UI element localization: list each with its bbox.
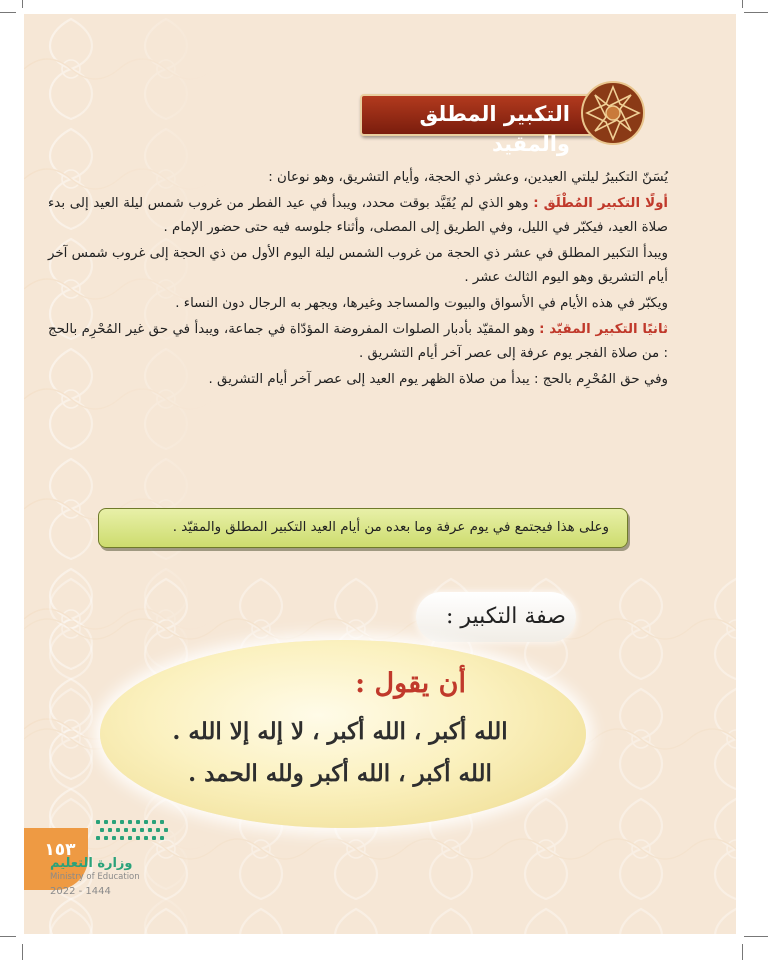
pilgrim-paragraph [48, 368, 668, 392]
dhikr-intro: أن يقول : [355, 668, 466, 699]
ministry-name-english: Ministry of Education [50, 872, 140, 882]
takbir-heading: صفة التكبير : [445, 604, 566, 629]
crop-mark [742, 944, 743, 960]
ministry-logo-icon [94, 816, 182, 846]
places-text: ويكبّر في هذه الأيام في الأسواق والبيوت والمساجد وغيرها، ويجهر به الرجال دون النساء . [175, 296, 668, 311]
dhikr-line-1: الله أكبر ، الله أكبر ، لا إله إلا الله . [172, 718, 508, 745]
absolute-takbir-text: وهو الذي لم يُقَيَّد بوقت محدد، ويبدأ في عيد الفطر من غروب شمس ليلة العيد إلى بدء صلاة العيد، فيكبّر في الليل، وفي الطريق إلى المصلى، وأثناء جلوسه فيه حتى حضور الإمام . [48, 196, 668, 235]
crop-mark [0, 12, 16, 13]
crop-mark [744, 12, 768, 13]
crop-mark [22, 944, 23, 960]
term-absolute-takbir: أولًا التكبير المُطْلَق : [533, 196, 668, 211]
pilgrim-text: وفي حق المُحْرِم بالحج : يبدأ من صلاة الظهر يوم العيد إلى عصر آخر أيام التشريق . [208, 372, 668, 387]
rosette-ornament-icon [580, 80, 646, 146]
term-restricted-takbir: ثانيًا التكبير المقيّد : [539, 322, 668, 337]
dhikr-line-2: الله أكبر ، الله أكبر ولله الحمد . [188, 760, 492, 787]
page-number: ١٥٣ [44, 840, 76, 860]
section-title-banner [348, 80, 648, 156]
absolute-takbir-paragraph [48, 192, 668, 240]
restricted-takbir-text: وهو المقيّد بأدبار الصلوات المفروضة المؤدّاة في جماعة، ويبدأ في حق غير المُحْرِم بالحج : من صلاة الفجر يوم عرفة إلى عصر آخر أيام التشريق . [48, 322, 668, 361]
places-paragraph [48, 292, 668, 316]
section-title: التكبير المطلق والمقيد [419, 102, 570, 156]
note-box [98, 508, 628, 548]
crop-mark [744, 936, 768, 937]
ministry-name-arabic: وزارة التعليم [50, 856, 133, 871]
crop-mark [742, 0, 743, 8]
restricted-takbir-paragraph [48, 318, 668, 366]
intro-text: يُسَنّ التكبيرُ ليلتي العيدين، وعشر ذي الحجة، وأيام التشريق، وهو نوعان : [268, 170, 668, 185]
note-text: وعلى هذا فيجتمع في يوم عرفة وما بعده من أيام العيد التكبير المطلق والمقيّد . [172, 520, 609, 535]
intro-paragraph [48, 166, 668, 190]
lesson-body [48, 166, 668, 394]
dhul-hijjah-paragraph [48, 242, 668, 290]
takbir-heading-badge [416, 592, 576, 642]
crop-mark [22, 0, 23, 8]
dhul-hijjah-text: ويبدأ التكبير المطلق في عشر ذي الحجة من غروب الشمس ليلة اليوم الأول من ذي الحجة إلى غروب شمس آخر أيام التشريق وهو اليوم الثالث عشر . [48, 246, 668, 285]
edition-year: 2022 - 1444 [50, 886, 111, 897]
crop-mark [0, 936, 16, 937]
